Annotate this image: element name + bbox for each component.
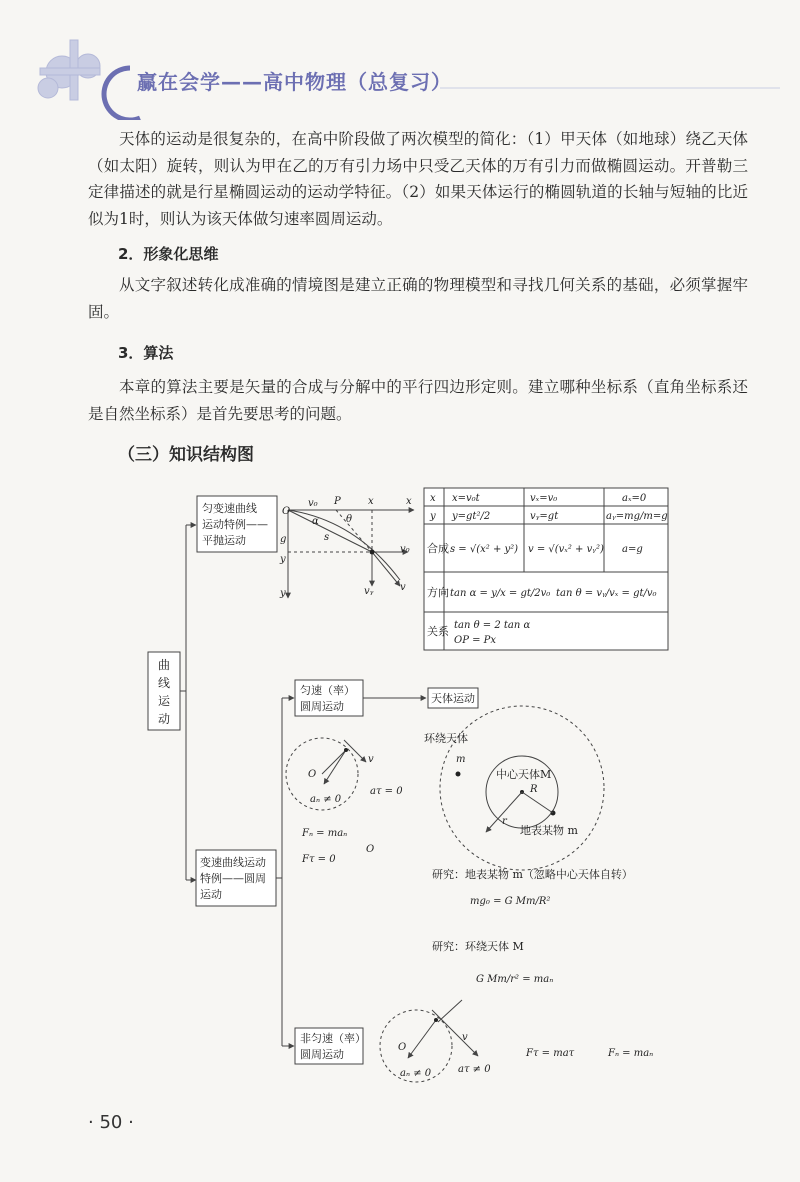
table-head-relation: 关系 — [427, 625, 449, 638]
root-char-3: 运 — [158, 694, 171, 708]
uniform-label-at: aτ = 0 — [370, 786, 403, 797]
study-orbiting-text: 研究：环绕天体 M — [432, 940, 524, 953]
table-combine-c2: v = √(vₓ² + vᵧ²) — [528, 544, 604, 555]
section-3-paragraph: 本章的算法主要是矢量的合成与分解中的平行四边形定则。建立哪种坐标系（直角坐标系还是自然坐标系）是首先要思考的问题。 — [88, 378, 748, 423]
table-x-c2: vₓ=v₀ — [530, 493, 558, 504]
root-char-2: 线 — [158, 676, 171, 690]
table-x-c1: x=v₀t — [452, 493, 480, 504]
celestial-R-label: R — [530, 784, 538, 795]
table-direction-c1: tan α = y/x = gt/2v₀ — [450, 588, 551, 599]
celestial-orbiting-label: 环绕天体 — [424, 732, 468, 745]
proj-label-y2: y — [280, 588, 286, 599]
nonuniform-line-1: 非匀速（率） — [300, 1032, 366, 1045]
celestial-label: 天体运动 — [431, 692, 475, 705]
knowledge-map-heading: （三）知识结构图 — [118, 445, 254, 465]
celestial-figure — [424, 706, 604, 870]
table-combine-c1: s = √(x² + y²) — [450, 544, 519, 555]
intro-paragraph: 天体的运动是很复杂的，在高中阶段做了两次模型的简化：（1）甲天体（如地球）绕乙天体（如太阳）旋转，则认为甲在乙的万有引力场中只受乙天体的万有引力而做椭圆运动。开普勒三定律描述的就是行星椭圆运动的运动学特征。（2）如果天体运行的椭圆轨道的长轴与短轴的比近似为1时，则认为该天体做匀速率圆周运动。 — [88, 130, 748, 228]
circular-line-1: 变速曲线运动 — [200, 856, 266, 869]
nonuniform-label-Ft: Fτ = maτ — [526, 1048, 575, 1059]
proj-label-v0b: v₀ — [400, 544, 410, 555]
nonuniform-circle-figure — [380, 1000, 653, 1082]
proj-label-s: s — [324, 532, 330, 543]
knowledge-structure-diagram — [0, 480, 800, 1100]
header-title: 赢在会学——高中物理（总复习） — [137, 70, 452, 94]
proj-label-x: x — [368, 496, 374, 507]
nonuniform-label-an: aₙ ≠ 0 — [400, 1068, 432, 1079]
table-head-direction: 方向 — [427, 586, 449, 599]
circular-line-3: 运动 — [200, 888, 222, 901]
table-combine-c3: a=g — [622, 544, 643, 555]
projectile-line-3: 平抛运动 — [202, 534, 246, 547]
projectile-line-2: 运动特例—— — [202, 518, 268, 531]
study-surface-text: 研究：地表某物 m（忽略中心天体自转） — [432, 868, 633, 881]
projectile-table — [424, 488, 668, 650]
table-head-combine: 合成 — [427, 542, 449, 555]
uniform-label-O2: O — [366, 844, 375, 855]
uniform-label-Fn: Fₙ = maₙ — [302, 828, 348, 839]
celestial-r-label: r — [502, 816, 507, 827]
table-y-c2: vᵧ=gt — [530, 511, 559, 522]
nonuniform-label-v: v — [462, 1032, 468, 1043]
table-head-y: y — [430, 511, 436, 522]
proj-label-v0: v₀ — [308, 498, 318, 509]
proj-label-P: P — [334, 496, 341, 507]
eq-orbit-gravity: G Mm/r² = maₙ — [476, 974, 554, 985]
proj-label-y: y — [280, 554, 286, 565]
uniform-label-an: aₙ ≠ 0 — [310, 794, 342, 805]
projectile-line-1: 匀变速曲线 — [202, 502, 257, 515]
page-number: · 50 · — [88, 1112, 134, 1133]
uniform-label-Ft: Fτ = 0 — [302, 854, 336, 865]
nonuniform-label-Fn: Fₙ = maₙ — [608, 1048, 654, 1059]
table-relation-c1b: OP = Px — [454, 635, 497, 646]
uniform-label-O: O — [308, 769, 317, 780]
nonuniform-line-2: 圆周运动 — [300, 1048, 344, 1061]
root-char-1: 曲 — [158, 658, 171, 672]
eq-surface-gravity: mg₀ = G Mm/R² — [470, 896, 551, 907]
section-2-heading: 2．形象化思维 — [118, 245, 219, 263]
table-y-c3: aᵧ=mg/m=g — [606, 511, 668, 522]
nonuniform-label-O: O — [398, 1042, 407, 1053]
proj-label-g: g — [280, 534, 287, 545]
uniform-line-1: 匀速（率） — [300, 684, 355, 697]
proj-label-x2: x — [406, 496, 412, 507]
proj-label-alpha: α — [312, 516, 319, 527]
root-char-4: 动 — [158, 712, 171, 726]
table-relation-c1: tan θ = 2 tan α — [454, 620, 531, 631]
celestial-center-label: 中心天体M — [496, 768, 552, 781]
proj-label-vy: vᵧ — [364, 586, 374, 597]
nonuniform-label-at: aτ ≠ 0 — [458, 1064, 491, 1075]
table-y-c1: y=gt²/2 — [452, 511, 491, 522]
table-head-x: x — [430, 493, 436, 504]
proj-label-v: v — [400, 582, 406, 593]
celestial-m-label: m — [456, 754, 466, 765]
uniform-circle-figure — [286, 738, 403, 865]
proj-label-O: O — [282, 506, 291, 517]
section-3-heading: 3．算法 — [118, 344, 174, 362]
projectile-figure — [279, 496, 414, 599]
table-direction-c2: tan θ = vᵧ/vₓ = gt/v₀ — [556, 588, 657, 599]
uniform-line-2: 圆周运动 — [300, 700, 344, 713]
section-2-paragraph: 从文字叙述转化成准确的情境图是建立正确的物理模型和寻找几何关系的基础，必须掌握牢固。 — [88, 276, 748, 321]
table-x-c3: aₓ=0 — [622, 493, 647, 504]
celestial-surface-label: 地表某物 m — [520, 824, 578, 837]
circular-line-2: 特例——圆周 — [200, 872, 266, 885]
uniform-label-v: v — [368, 754, 374, 765]
proj-label-theta: θ — [346, 514, 353, 525]
